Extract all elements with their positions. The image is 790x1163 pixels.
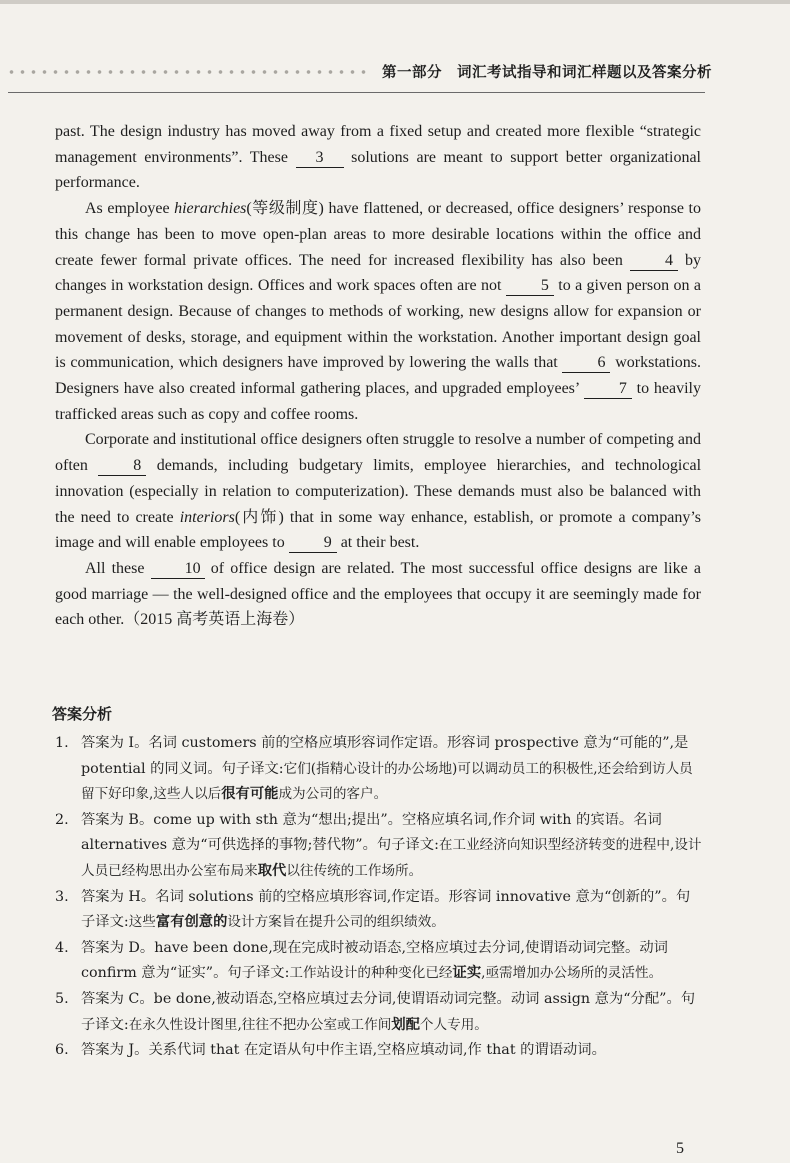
running-header: [0, 58, 790, 86]
header-dot-leader: [6, 69, 372, 75]
blank-9: 9: [289, 534, 337, 553]
blank-5: 5: [506, 277, 554, 296]
passage-paragraph-2: As employee hierarchies(等级制度) have flattened, or decreased, office designers’ response to this change has been to move open-plan areas to more desirable locations within the office and create fewer formal private offices. The need for increased flexibility has also been 4 by changes in workstation design. Offices and work spaces often are not 5 to a given person on a permanent design. Because of changes to methods of working, new designs allow for expansion or movement of desks, storage, and equipment within the workstation. Another important design goal is communication, which designers have improved by lowering the walls that 6 workstations. Designers have also created informal gathering places, and upgraded employees’ 7 to heavily trafficked areas such as copy and coffee rooms.: [55, 200, 702, 423]
header-rule: [8, 92, 705, 93]
passage-paragraph-4: All these 10 of office design are related. The most successful office designs are like a good marriage — the well-designed office and the employees that occupy it are seemingly made for each other.（2015 高考英语上海卷）: [55, 559, 701, 629]
passage-paragraph-3: Corporate and institutional office designers often struggle to resolve a number of competing and often 8 demands, including budgetary limits, employee hierarchies, and technological innovation (especially in relation to computerization). These demands must also be balanced with the need to create interiors(内饰) that in some way enhance, establish, or promote a company’s image and will enable employees to 9 at their best.: [55, 431, 702, 552]
answer-item-3: 3. 答案为 H。名词 solutions 前的空格应填形容词,作定语。形容词 innovative 意为“创新的”。句子译文:这些富有创意的设计方案旨在提升公司的组织绩效。: [55, 888, 691, 931]
blank-8: 8: [98, 457, 146, 476]
header-title: 第一部分 词汇考试指导和词汇样题以及答案分析: [382, 65, 712, 81]
answer-item-1: 1. 答案为 I。名词 customers 前的空格应填形容词作定语。形容词 prospective 意为“可能的”,是 potential 的同义词。句子译文:它们(指精心设计的办公场地)可以调动员工的积极性,还会给到访人员留下好印象,这些人以后很有可能成为公司的客户。: [55, 735, 693, 803]
answers-heading: 答案分析: [52, 705, 113, 723]
blank-4: 4: [630, 252, 678, 271]
page-top-border: [0, 0, 790, 4]
answer-item-2: 2. 答案为 B。come up with sth 意为“想出;提出”。空格应填名词,作介词 with 的宾语。名词 alternatives 意为“可供选择的事物;替代物”。句子译文:在工业经济向知识型经济转变的进程中,设计人员已经构思出办公室布局来取代以往传统的工作场所。: [55, 811, 702, 879]
passage-source: （2015 高考英语上海卷）: [124, 611, 305, 629]
cloze-passage: [55, 119, 701, 633]
answer-item-4: 4. 答案为 D。have been done,现在完成时被动语态,空格应填过去分词,使谓语动词完整。动词 confirm 意为“证实”。句子译文:工作站设计的种种变化已经证实,亟需增加办公场所的灵活性。: [55, 939, 668, 982]
blank-7: 7: [584, 380, 632, 399]
answer-item-5: 5. 答案为 C。be done,被动语态,空格应填过去分词,使谓语动词完整。动词 assign 意为“分配”。句子译文:在永久性设计图里,往往不把办公室或工作间划配个人专用。: [55, 990, 696, 1033]
page-number: 5: [676, 1140, 684, 1157]
answer-item-6: 6. 答案为 J。关系代词 that 在定语从句中作主语,空格应填动词,作 that 的谓语动词。: [55, 1042, 606, 1059]
passage-paragraph-1: past. The design industry has moved away from a fixed setup and created more flexible “strategic management environments”. These 3 solutions are meant to support better organizational performance.: [55, 123, 701, 192]
blank-6: 6: [562, 354, 610, 373]
blank-3: 3: [296, 149, 344, 168]
answer-list: [55, 731, 703, 1064]
blank-10: 10: [151, 560, 205, 579]
